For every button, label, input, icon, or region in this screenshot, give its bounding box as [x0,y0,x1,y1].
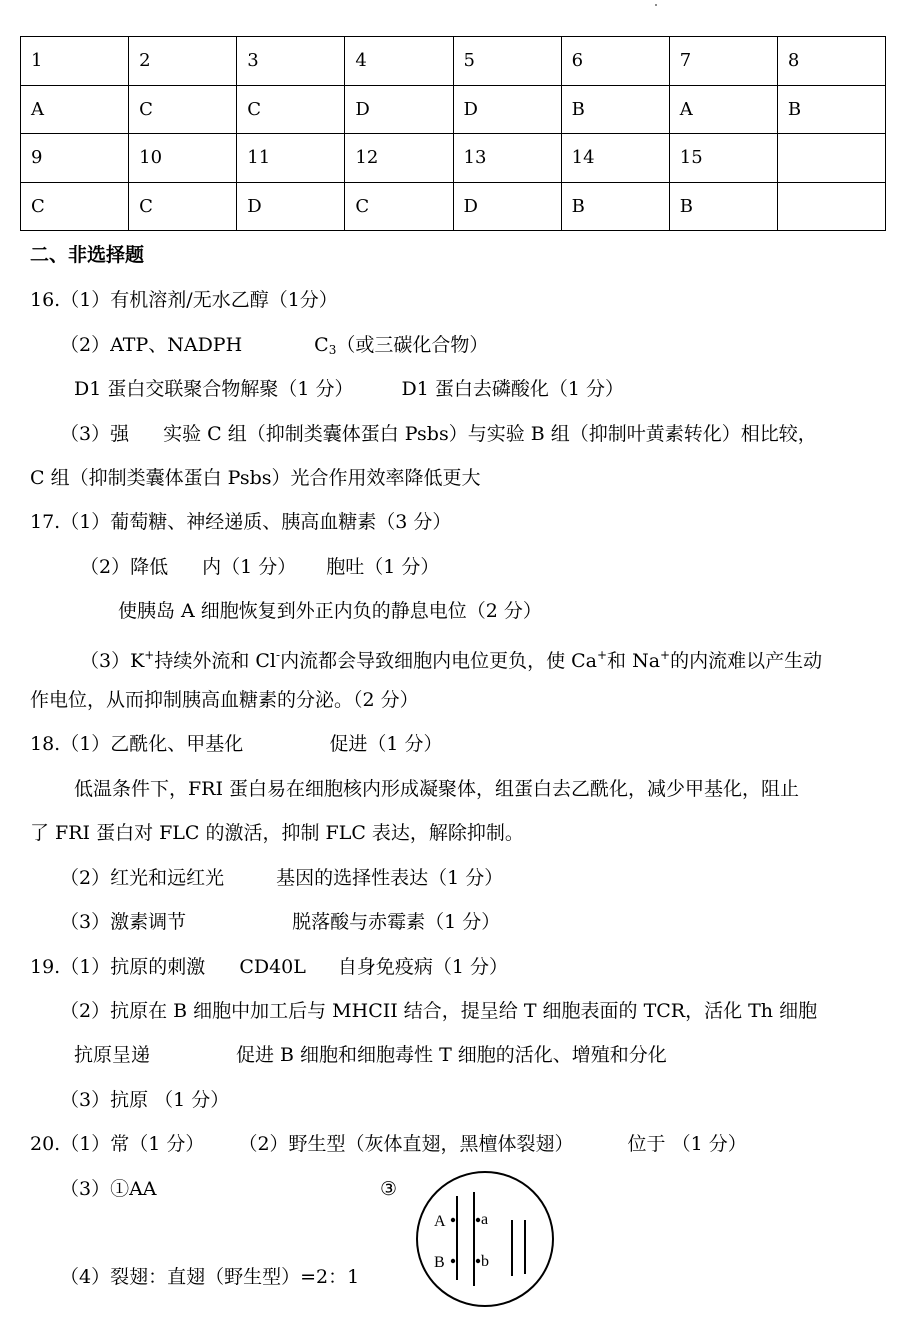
q18-part3-b: 脱落酸与赤霉素（1 分） [292,911,501,933]
q19-part1 [30,953,508,981]
answer-cell: 13 [453,134,561,183]
answer-cell: 14 [561,134,669,183]
locus-A-dot [451,1218,455,1222]
label-A: A [434,1213,446,1230]
q16-part2-c: （或三碳化合物） [336,334,489,356]
q17-sup4: + [660,648,671,662]
answer-row [21,37,886,86]
answer-cell: D [453,182,561,231]
q17-part3-c: 内流都会导致细胞内电位更负，使 Ca [280,650,597,672]
q17-part2-a: （2）降低 [80,556,169,578]
answer-cell: C [345,182,453,231]
answer-cell: 9 [21,134,129,183]
answer-cell: B [777,85,885,134]
locus-b-dot [476,1259,480,1263]
chromosome-diagram [412,1168,558,1310]
q17-sup2: - [276,648,281,662]
cell-outline [417,1172,553,1306]
answer-cell [777,182,885,231]
q16-part2 [60,331,488,364]
q16-part2-e: D1 蛋白去磷酸化（1 分） [401,378,624,400]
q19-part2-line2 [74,1041,667,1069]
answer-cell [777,134,885,183]
answer-row [21,182,886,231]
answer-cell: C [21,182,129,231]
speck [655,4,657,6]
q20-part4: （4）裂翅：直翅（野生型）=2：1 [60,1266,360,1288]
answer-cell: 7 [669,37,777,86]
answer-cell: D [345,85,453,134]
q20-part1-c: 位于 （1 分） [627,1133,747,1155]
q19-part1-a: 19.（1）抗原的刺激 [30,956,206,978]
q19-part2-a: 抗原呈递 [74,1044,151,1066]
answer-row [21,134,886,183]
answer-cell: C [129,85,237,134]
q18-part2 [60,864,503,892]
answer-cell: 2 [129,37,237,86]
q18-part3 [60,908,500,936]
answer-cell: C [129,182,237,231]
q20-part3-circle3: ③ [380,1178,398,1200]
q20-part3: （3）①AA [60,1178,157,1200]
q19-part1-c: 自身免疫病（1 分） [337,956,509,978]
q16-part3-cont: C 组（抑制类囊体蛋白 Psbs）光合作用效率降低更大 [30,467,481,489]
answer-cell: C [237,85,345,134]
label-b: b [481,1253,489,1270]
q16-part2-sub: 3 [328,343,337,357]
q17-part2-c: 胞吐（1 分） [326,556,440,578]
answer-cell: 3 [237,37,345,86]
q17-part3-b: 持续外流和 Cl [154,650,277,672]
q18-part2-b: 基因的选择性表达（1 分） [276,867,504,889]
q17-part3-cont: 作电位，从而抑制胰高血糖素的分泌。（2 分） [30,689,419,711]
q17-part2-line2: 使胰岛 A 细胞恢复到外正内负的静息电位（2 分） [118,600,542,622]
q16-part2-line2 [74,375,624,403]
answer-cell: A [21,85,129,134]
q17-sup1: + [144,648,155,662]
q17-sup3: + [596,648,608,662]
q20-part1-b: （2）野生型（灰体直翅，黑檀体裂翅） [238,1133,574,1155]
answer-cell: A [669,85,777,134]
answer-cell: 8 [777,37,885,86]
q16-part2-b: C [314,334,329,356]
q17-part3-e: 的内流难以产生动 [670,650,823,672]
locus-B-dot [451,1259,455,1263]
q18-part1 [30,730,442,758]
q16-part2-d: D1 蛋白交联聚合物解聚（1 分） [74,378,354,400]
answer-cell: 4 [345,37,453,86]
q18-part2-a: （2）红光和远红光 [60,867,225,889]
answer-cell: 6 [561,37,669,86]
answer-cell: 5 [453,37,561,86]
answer-cell: 10 [129,134,237,183]
label-B: B [434,1254,445,1271]
q18-part1-line3: 了 FRI 蛋白对 FLC 的激活，抑制 FLC 表达，解除抑制。 [30,822,524,844]
answer-cell: D [453,85,561,134]
q16-part1: 16.（1）有机溶剂/无水乙醇（1分） [30,289,338,311]
q16-part3-b: 实验 C 组（抑制类囊体蛋白 Psbs）与实验 B 组（抑制叶黄素转化）相比较， [163,423,817,445]
q18-part1-b: 促进（1 分） [329,733,443,755]
q19-part2-b: 促进 B 细胞和细胞毒性 T 细胞的活化、增殖和分化 [236,1044,667,1066]
locus-a-dot [476,1218,480,1222]
answer-cell: B [669,182,777,231]
q20-part1 [30,1130,747,1158]
q17-part3 [80,641,822,675]
q19-part1-b: CD40L [239,956,306,978]
q17-part2 [80,553,439,581]
section-title: 二、非选择题 [30,244,145,266]
q16-part2-a: （2）ATP、NADPH [60,334,243,356]
answer-cell: 15 [669,134,777,183]
q17-part3-a: （3）K [80,650,145,672]
q17-part1: 17.（1）葡萄糖、神经递质、胰高血糖素（3 分） [30,511,452,533]
answer-cell: B [561,85,669,134]
label-a: a [481,1211,489,1228]
q17-part2-b: 内（1 分） [202,556,297,578]
answer-row [21,85,886,134]
q17-part3-d: 和 Na [607,650,661,672]
answer-cell: D [237,182,345,231]
answer-cell: 1 [21,37,129,86]
q19-part2: （2）抗原在 B 细胞中加工后与 MHCII 结合，提呈给 T 细胞表面的 TCR，活化 Th 细胞 [60,1000,818,1022]
answer-cell: 11 [237,134,345,183]
q16-part3 [60,420,817,448]
answer-cell: 12 [345,134,453,183]
q20-part1-a: 20.（1）常（1 分） [30,1133,205,1155]
q19-part3: （3）抗原 （1 分） [60,1089,230,1111]
answer-table [20,36,886,231]
q18-part3-a: （3）激素调节 [60,911,187,933]
answer-cell: B [561,182,669,231]
q16-part3-a: （3）强 [60,423,130,445]
q18-part1-line2: 低温条件下，FRI 蛋白易在细胞核内形成凝聚体，组蛋白去乙酰化，减少甲基化，阻止 [74,778,800,800]
q18-part1-a: 18.（1）乙酰化、甲基化 [30,733,244,755]
